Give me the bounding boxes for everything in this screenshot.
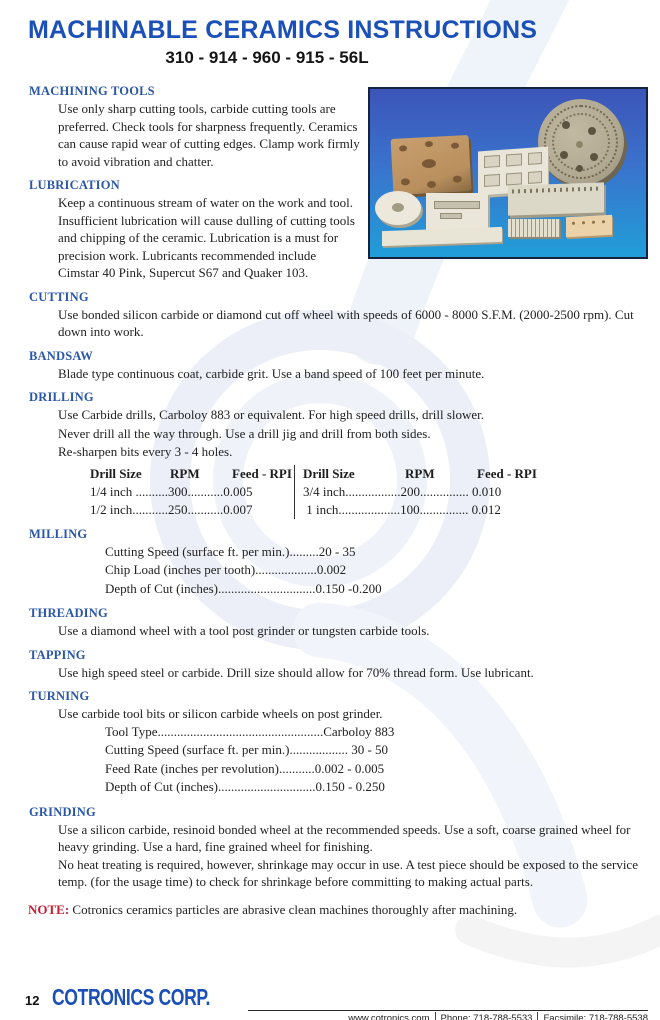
section-heading: TURNING <box>29 689 90 703</box>
ceramic-long-bar <box>382 227 502 246</box>
block-cutout <box>506 172 522 185</box>
block-cutout <box>506 153 522 166</box>
plate-hole <box>399 145 407 151</box>
page-footer <box>0 970 660 1020</box>
plate-center-hole <box>422 159 436 169</box>
section-heading: GRINDING <box>29 804 96 819</box>
section-threading <box>0 606 660 640</box>
section-heading: MACHINING TOOLS <box>29 84 155 98</box>
drill-table-right <box>294 465 537 519</box>
bar-hole <box>582 221 585 224</box>
company-name: COTRONICS CORP. <box>52 984 210 1011</box>
section-heading: LUBRICATION <box>29 178 120 192</box>
disc-hole <box>590 153 598 161</box>
bar-hole <box>592 221 595 224</box>
section-body: Keep a continuous stream of water on the work and tool. Insufficient lubrication will cause dulling of cutting tools and chipping of the ceramic. Lubrication is a must for precision work. Lubricants recommended include Cimstar 40 Pink, Supercut S67 and Quaker 103. <box>58 195 355 280</box>
drilling-line: Use Carbide drills, Carboloy 883 or equivalent. For high speed drills, drill slower. <box>58 407 485 422</box>
ceramic-square-plate <box>391 135 472 195</box>
terminal-holes <box>512 186 600 193</box>
plate-hole <box>401 178 410 185</box>
section-heading: MILLING <box>29 526 88 541</box>
section-heading: BANDSAW <box>29 348 93 363</box>
col-header-drill-size: Drill Size <box>303 465 355 481</box>
footer-contacts <box>348 1012 648 1020</box>
section-grinding <box>0 805 660 891</box>
disc-hole <box>576 165 583 172</box>
section-bandsaw <box>0 349 660 383</box>
section-body: Use bonded silicon carbide or diamond cut off wheel with speeds of 6000 - 8000 S.F.M. (2000-2500 rpm). Cut down into work. <box>58 306 634 339</box>
ceramic-slotted-block <box>426 193 488 231</box>
col-header-drill-size: Drill Size <box>90 465 142 481</box>
drill-table-left <box>90 465 294 519</box>
section-drilling <box>0 390 660 519</box>
section-heading: DRILLING <box>29 390 94 404</box>
section-cutting <box>0 290 660 341</box>
plate-hole <box>427 181 436 188</box>
page-subtitle: 310 - 914 - 960 - 915 - 56L <box>165 48 369 67</box>
block-cutout <box>528 171 542 184</box>
col-header-rpm: RPM <box>405 465 435 481</box>
spec-line: Depth of Cut (inches)..............................0.150 - 0.250 <box>105 779 385 794</box>
section-heading: TAPPING <box>29 647 86 662</box>
ceramic-parts-photo <box>368 87 648 259</box>
col-header-rpm: RPM <box>170 465 200 481</box>
spec-line: Cutting Speed (surface ft. per min.).................. 30 - 50 <box>105 742 389 757</box>
disc-hole <box>560 151 568 159</box>
table-row: 1/4 inch ..........300...........0.005 <box>90 483 253 499</box>
page-number: 12 <box>25 993 40 1008</box>
note-label: NOTE: <box>28 901 70 917</box>
spec-line: Depth of Cut (inches)..............................0.150 -0.200 <box>105 580 382 596</box>
ceramic-terminal-strip <box>508 182 604 215</box>
drill-table-header <box>303 465 537 483</box>
spec-line: Tool Type...................................................Carboloy 883 <box>105 723 395 739</box>
plate-hole <box>453 175 462 182</box>
plate-hole <box>451 143 459 149</box>
drill-speed-table <box>90 465 660 519</box>
table-row: 1/2 inch...........250...........0.007 <box>90 501 253 517</box>
note-text: Cotronics ceramics particles are abrasive clean machines thoroughly after machining. <box>72 901 518 917</box>
section-body: Use carbide tool bits or silicon carbide wheels on post grinder. <box>58 706 383 721</box>
spec-line: Chip Load (inches per tooth)...................0.002 <box>105 562 347 577</box>
col-header-feed-rpi: Feed - RPI <box>232 465 292 481</box>
phone-text: Phone: 718-788-5533 <box>440 1012 533 1020</box>
section-heading: THREADING <box>29 606 108 620</box>
section-turning <box>0 689 660 797</box>
ceramic-beige-bar <box>566 215 612 237</box>
block-cutout <box>484 155 500 168</box>
page-title: MACHINABLE CERAMICS INSTRUCTIONS <box>28 16 538 44</box>
drilling-line: Never drill all the way through. Use a drill jig and drill from both sides. <box>58 425 431 441</box>
separator-bar <box>537 1012 538 1020</box>
plate-hole <box>425 141 433 147</box>
bar-hole <box>572 222 575 225</box>
section-body: Use high speed steel or carbide. Drill size should allow for 70% thread form. Use lubricant. <box>58 664 534 680</box>
fixture-center-hole <box>392 203 404 212</box>
block-cutout <box>528 152 542 165</box>
ceramic-disc-with-holes <box>538 99 624 185</box>
disc-hole <box>576 141 583 148</box>
separator-bar <box>435 1012 436 1020</box>
footer-rule <box>248 1010 648 1011</box>
table-row: 1 inch...................100............... 0.012 <box>303 501 501 517</box>
fax-text: Facsimile: 718-788-5538 <box>543 1012 648 1020</box>
block-slot <box>434 201 480 209</box>
section-tapping <box>0 648 660 682</box>
section-paragraph: No heat treating is required, however, shrinkage may occur in use. A test piece should be exposed to the service temp. (for the usage time) to check for shrinkage before committing to making actual parts. <box>58 856 638 889</box>
ceramic-comb-part <box>508 219 560 237</box>
spec-line: Feed Rate (inches per revolution)...........0.002 - 0.005 <box>105 760 385 776</box>
spec-line: Cutting Speed (surface ft. per min.).........20 - 35 <box>105 543 356 559</box>
section-body: Use only sharp cutting tools, carbide cutting tools are preferred. Check tools for sharpness frequently. Ceramics can cause rapid wear of cutting edges. Clamp work firmly to avoid vibration and chatter. <box>58 101 360 169</box>
section-paragraph: Use a silicon carbide, resinoid bonded wheel at the recommended speeds. Use a soft, coarse grained wheel for heavy grinding. Use a hard, fine grained wheel for finishing. <box>58 821 631 854</box>
section-body: Blade type continuous coat, carbide grit. Use a band speed of 100 feet per minute. <box>58 365 485 381</box>
block-cutout <box>484 174 500 187</box>
section-heading: CUTTING <box>29 289 89 304</box>
website-text: www.cotronics.com <box>348 1012 430 1020</box>
table-row: 3/4 inch.................200............... 0.010 <box>303 483 502 499</box>
section-body: Use a diamond wheel with a tool post grinder or tungsten carbide tools. <box>58 623 430 638</box>
col-header-feed-rpi: Feed - RPI <box>477 465 537 481</box>
ceramic-round-fixture <box>375 191 421 225</box>
note <box>28 901 660 919</box>
block-slot <box>440 213 462 219</box>
drill-table-header <box>90 465 294 483</box>
disc-hole <box>562 121 570 129</box>
bar-hole <box>602 220 605 223</box>
drilling-line: Re-sharpen bits every 3 - 4 holes. <box>58 444 233 459</box>
disc-hole <box>588 127 596 135</box>
section-milling <box>0 527 660 599</box>
